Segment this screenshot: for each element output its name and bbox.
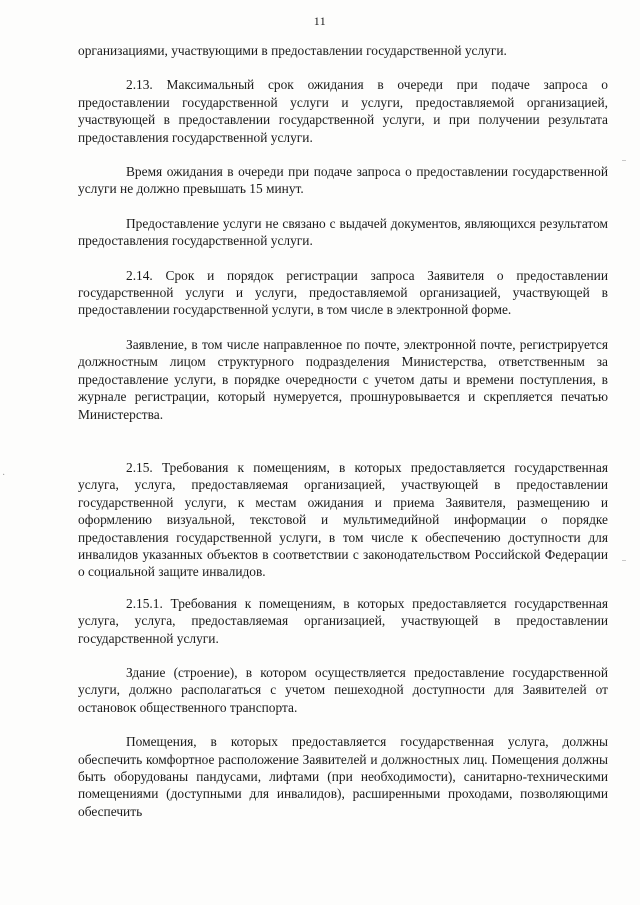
paragraph: Предоставление услуги не связано с выдачей документов, являющихся результатом предоставления государственной услуги. bbox=[78, 215, 608, 249]
section-heading-2-15: 2.15. Требования к помещениям, в которых предоставляется государственная услуга, услуга, предоставляемая организацией, участвующей в предоставлении государственной услуги, к местам ожидания и приема Заявителя, размещению и оформлению визуальной, текстовой и мультимедийной информации о порядке предоставления государственной услуги, в том числе к обеспечению доступности для инвалидов указанных объектов в соответствии с законодательством Российской Федерации о социальной защите инвалидов. bbox=[78, 459, 608, 580]
paragraph: Заявление, в том числе направленное по почте, электронной почте, регистрируется должностным лицом структурного подразделения Министерства, ответственным за предоставление услуги, в порядке очередности с учетом даты и времени поступления, в журнале регистрации, который нумеруется, прошнуровывается и скрепляется печатью Министерства. bbox=[78, 336, 608, 422]
margin-mark bbox=[622, 160, 626, 161]
section-heading-2-13: 2.13. Максимальный срок ожидания в очереди при подаче запроса о предоставлении государственной услуги и услуги, предоставляемой организацией, участвующей в предоставлении государственной услуги, и при получении результата предоставления государственной услуги. bbox=[78, 77, 608, 145]
paragraph: Помещения, в которых предоставляется государственная услуга, должны обеспечить комфортное расположение Заявителей и должностных лиц. Помещения должны быть оборудованы пандусами, лифтами (при необходимости), санитарно-техническими помещениями (доступными для инвалидов), расширенными проходами, позволяющими обеспечить bbox=[78, 734, 608, 819]
section-heading-2-15-1: 2.15.1. Требования к помещениям, в которых предоставляется государственная услуга, услуга, предоставляемая организацией, участвующей в предоставлении государственной услуги. bbox=[78, 595, 608, 646]
paragraph: Время ожидания в очереди при подаче запроса о предоставлении государственной услуги не должно превышать 15 минут. bbox=[78, 164, 608, 197]
margin-mark: · bbox=[2, 470, 6, 481]
section-heading-2-14: 2.14. Срок и порядок регистрации запроса Заявителя о предоставлении государственной услуги и услуги, предоставляемой организацией, участвующей в предоставлении государственной услуги, в том числе в электронной форме. bbox=[78, 267, 608, 318]
document-body bbox=[78, 42, 608, 820]
margin-mark bbox=[622, 560, 626, 561]
paragraph: Здание (строение), в котором осуществляется предоставление государственной услуги, должно располагаться с учетом пешеходной доступности для Заявителей от остановок общественного транспорта. bbox=[78, 664, 608, 715]
paragraph: организациями, участвующими в предоставлении государственной услуги. bbox=[78, 43, 507, 58]
page-number: 11 bbox=[313, 14, 327, 28]
